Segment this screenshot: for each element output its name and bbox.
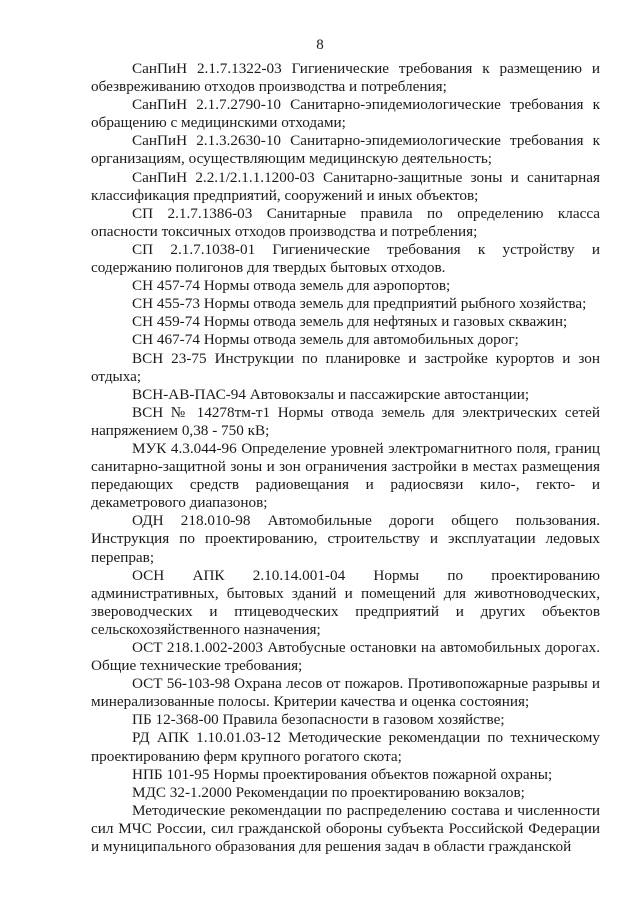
document-paragraph: ВСН № 14278тм-т1 Нормы отвода земель для электрических сетей напряжением 0,38 - 750 кВ; (91, 403, 600, 439)
document-paragraph: СН 455-73 Нормы отвода земель для предприятий рыбного хозяйства; (132, 295, 587, 313)
document-paragraph: МДС 32-1.2000 Рекомендации по проектированию вокзалов; (132, 783, 525, 801)
document-paragraph: ОСТ 218.1.002-2003 Автобусные остановки на автомобильных дорогах. Общие технические требования; (91, 639, 600, 675)
document-body (91, 60, 600, 856)
document-paragraph: ОДН 218.010-98 Автомобильные дороги общего пользования. Инструкция по проектированию, строительству и эксплуатации ледовых переправ; (91, 512, 600, 566)
page-number: 8 (316, 37, 324, 53)
document-paragraph: СН 459-74 Нормы отвода земель для нефтяных и газовых скважин; (132, 313, 568, 331)
document-paragraph: МУК 4.3.044-96 Определение уровней электромагнитного поля, границ санитарно-защитной зоны и зон ограничения застройки в местах размещения передающих средств радиовещания и радиосвязи кило-, гекто- и декаметрового диапазонов; (91, 439, 600, 512)
document-paragraph: ОСТ 56-103-98 Охрана лесов от пожаров. Противопожарные разрывы и минерализованные полосы. Критерии качества и оценка состояния; (91, 675, 600, 711)
document-paragraph: РД АПК 1.10.01.03-12 Методические рекомендации по техническому проектированию ферм крупного рогатого скота; (91, 729, 600, 765)
document-paragraph: ВСН-АВ-ПАС-94 Автовокзалы и пассажирские автостанции; (132, 385, 530, 403)
document-paragraph: СП 2.1.7.1386-03 Санитарные правила по определению класса опасности токсичных отходов производства и потребления; (91, 204, 600, 240)
document-paragraph: НПБ 101-95 Нормы проектирования объектов пожарной охраны; (132, 765, 553, 783)
document-paragraph: СН 457-74 Нормы отвода земель для аэропортов; (132, 277, 451, 295)
document-paragraph: СН 467-74 Нормы отвода земель для автомобильных дорог; (132, 331, 519, 349)
document-paragraph: СанПиН 2.1.3.2630-10 Санитарно-эпидемиологические требования к организациям, осуществляющим медицинскую деятельность; (91, 132, 600, 168)
document-paragraph: СП 2.1.7.1038-01 Гигиенические требования к устройству и содержанию полигонов для твердых бытовых отходов. (91, 240, 600, 277)
document-paragraph: ОСН АПК 2.10.14.001-04 Нормы по проектированию административных, бытовых зданий и помещений для животноводческих, звероводческих и птицеводческих предприятий и других объектов сельскохозяйственного назначения; (91, 566, 600, 638)
document-paragraph: ВСН 23-75 Инструкции по планировке и застройке курортов и зон отдыха; (91, 349, 600, 385)
document-paragraph: Методические рекомендации по распределению состава и численности сил МЧС России, сил гражданской обороны субъекта Российской Федерации и муниципального образования для решения задач в области гражданской (91, 801, 600, 856)
document-paragraph: СанПиН 2.1.7.2790-10 Санитарно-эпидемиологические требования к обращению с медицинскими отходами; (91, 96, 600, 132)
document-paragraph: СанПиН 2.1.7.1322-03 Гигиенические требования к размещению и обезвреживанию отходов производства и потребления; (91, 60, 600, 96)
document-paragraph: СанПиН 2.2.1/2.1.1.1200-03 Санитарно-защитные зоны и санитарная классификация предприятий, сооружений и иных объектов; (91, 168, 600, 204)
document-paragraph: ПБ 12-368-00 Правила безопасности в газовом хозяйстве; (132, 711, 505, 729)
